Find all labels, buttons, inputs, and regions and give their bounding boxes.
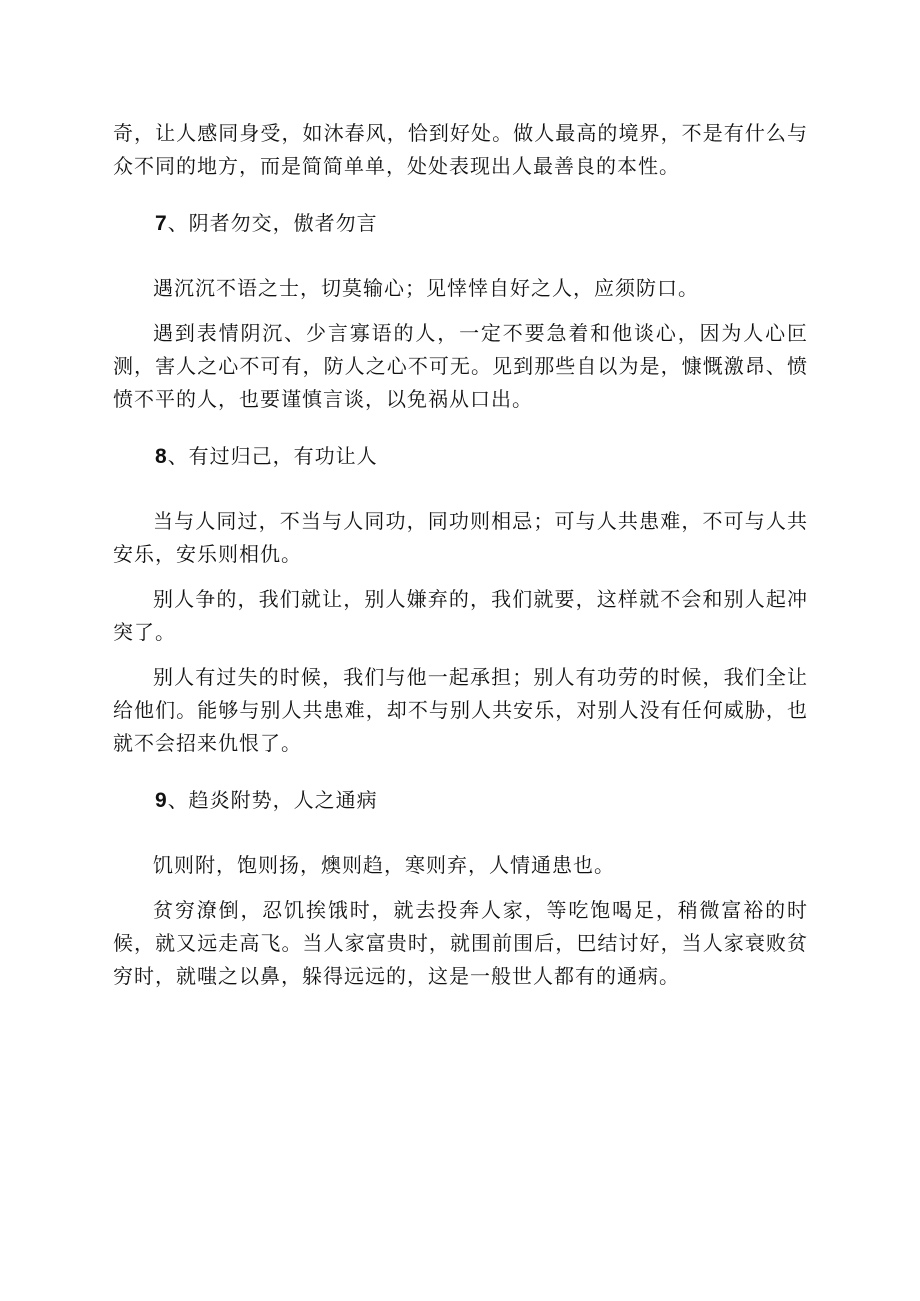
paragraph: 贫穷潦倒，忍饥挨饿时，就去投奔人家，等吃饱喝足，稍微富裕的时候，就又远走高飞。当人家富贵时，就围前围后，巴结讨好，当人家衰败贫穷时，就嗤之以鼻，躲得远远的，这是一般世人都有的通病。: [113, 898, 808, 988]
section-heading-7: [113, 207, 808, 240]
document-body: [113, 117, 808, 1005]
section-number: 7: [155, 212, 168, 235]
paragraph: 别人有过失的时候，我们与他一起承担；别人有功劳的时候，我们全让给他们。能够与别人共患难，却不与别人共安乐，对别人没有任何威胁，也就不会招来仇恨了。: [113, 665, 808, 755]
section-title: 、阴者勿交，傲者勿言: [167, 211, 378, 235]
paragraph: 别人争的，我们就让，别人嫌弃的，我们就要，这样就不会和别人起冲突了。: [113, 587, 808, 644]
section-heading-8: [113, 440, 808, 473]
section-number: 9: [155, 789, 168, 812]
intro-paragraph: 奇，让人感同身受，如沐春风，恰到好处。做人最高的境界，不是有什么与众不同的地方，而是简简单单，处处表现出人最善良的本性。: [113, 121, 808, 178]
paragraph: 饥则附，饱则扬，燠则趋，寒则弃，人情通患也。: [153, 853, 615, 877]
paragraph: 遇沉沉不语之士，切莫输心；见悻悻自好之人，应须防口。: [153, 276, 699, 300]
section-title: 、有过归己，有功让人: [167, 444, 378, 468]
section-heading-9: [113, 784, 808, 817]
paragraph: 遇到表情阴沉、少言寡语的人，一定不要急着和他谈心，因为人心叵测，害人之心不可有，防人之心不可无。见到那些自以为是，慷慨激昂、愤愤不平的人，也要谨慎言谈，以免祸从口出。: [113, 321, 808, 411]
paragraph: 当与人同过，不当与人同功，同功则相忌；可与人共患难，不可与人共安乐，安乐则相仇。: [113, 509, 808, 566]
section-title: 、趋炎附势，人之通病: [167, 788, 378, 812]
section-number: 8: [155, 445, 168, 468]
